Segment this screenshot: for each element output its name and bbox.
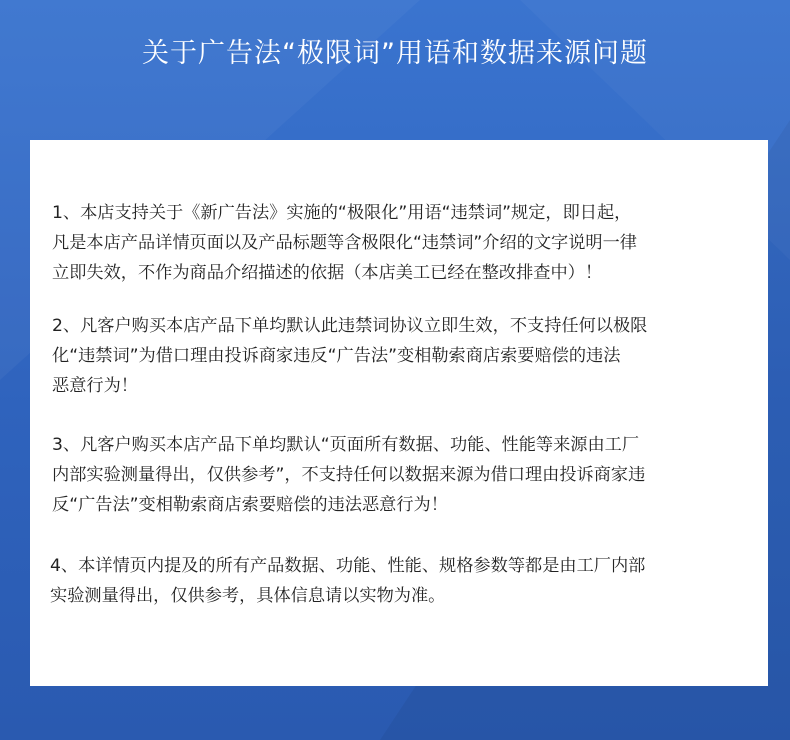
notice-paragraph-4: [50, 551, 750, 611]
paragraph-line: 凡是本店产品详情页面以及产品标题等含极限化“违禁词”介绍的文字说明一律: [52, 233, 637, 253]
paragraph-line: 化“违禁词”为借口理由投诉商家违反“广告法”变相勒索商店索要赔偿的违法: [52, 346, 621, 366]
notice-paragraph-1: [52, 198, 752, 288]
paragraph-line: 立即失效，不作为商品介绍描述的依据（本店美工已经在整改排查中）！: [52, 263, 603, 283]
paragraph-line: 3、凡客户购买本店产品下单均默认“页面所有数据、功能、性能等来源由工厂: [52, 435, 640, 455]
paragraph-line: 内部实验测量得出，仅供参考”，不支持任何以数据来源为借口理由投诉商家违: [52, 465, 646, 485]
paragraph-line: 4、本详情页内提及的所有产品数据、功能、性能、规格参数等都是由工厂内部: [50, 556, 646, 576]
paragraph-line: 恶意行为！: [52, 376, 138, 396]
paragraph-line: 1、本店支持关于《新广告法》实施的“极限化”用语“违禁词”规定，即日起，: [52, 203, 632, 223]
paragraph-line: 2、凡客户购买本店产品下单均默认此违禁词协议立即生效，不支持任何以极限: [52, 316, 648, 336]
paragraph-line: 实验测量得出，仅供参考，具体信息请以实物为准。: [50, 586, 446, 606]
paragraph-line: 反“广告法”变相勒索商店索要赔偿的违法恶意行为！: [52, 495, 448, 515]
page-title: 关于广告法“极限词”用语和数据来源问题: [142, 38, 648, 69]
notice-paragraph-2: [52, 311, 752, 401]
notice-paragraph-3: [52, 430, 752, 520]
